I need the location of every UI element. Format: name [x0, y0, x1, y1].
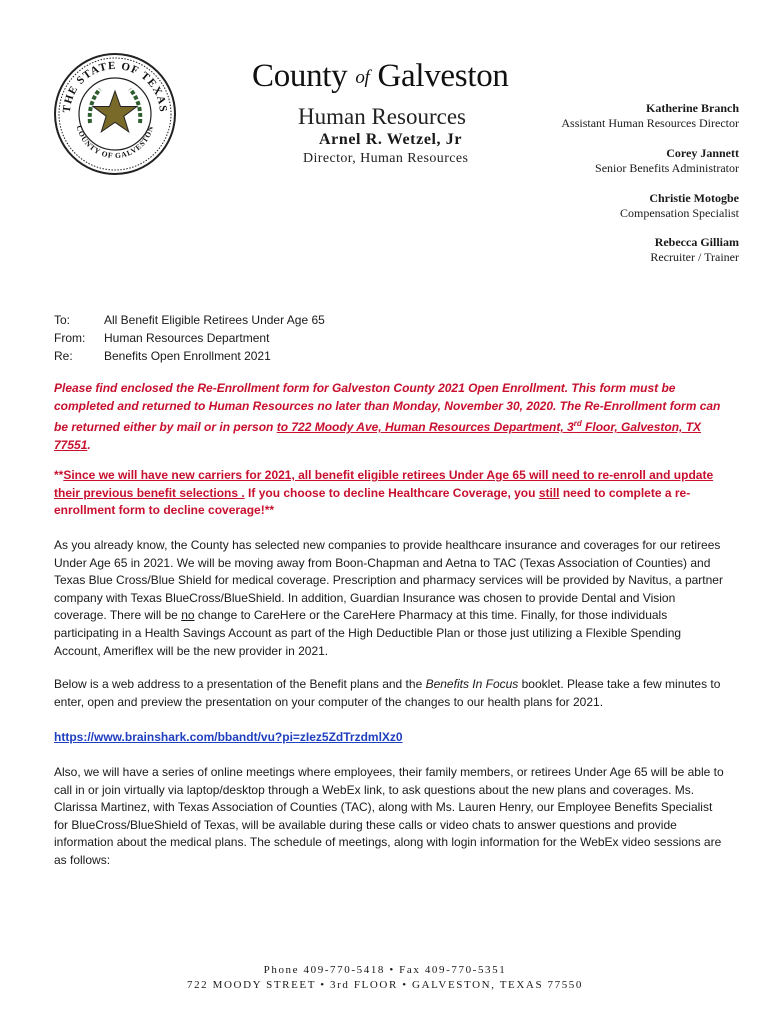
- department-name: Human Resources: [298, 104, 466, 129]
- seal-text-bottom: COUNTY OF GALVESTON: [74, 124, 156, 161]
- p1-address-a: to 722 Moody Ave, Human Resources Department, 3: [276, 420, 574, 435]
- p1-end: .: [87, 437, 91, 452]
- footer-contact: Phone 409-770-5418 • Fax 409-770-5351: [263, 964, 507, 976]
- title-of: of: [355, 67, 370, 88]
- p3-text-b: change to CareHere or the CareHere Pharmacy at this time. Finally, for those individuals participating in a Health Savings Account as part of the High Deductible Plan or those just utilizing a Flexible Spending Account, Ameriflex will be the new provider in 2021.: [54, 608, 682, 658]
- staff-name: Christie Motogbe: [649, 191, 739, 205]
- staff-title: Compensation Specialist: [620, 206, 739, 220]
- p1-sup: rd: [573, 419, 582, 429]
- title-county: County: [252, 58, 348, 94]
- presentation-paragraph: [54, 676, 726, 711]
- presentation-link[interactable]: https://www.brainshark.com/bbandt/vu?pi=zIez5ZdTrzdmlXz0: [54, 730, 403, 744]
- director-title: Director, Human Resources: [303, 151, 469, 166]
- memo-from-label: From:: [54, 331, 86, 345]
- memo-to-value: All Benefit Eligible Retirees Under Age 65: [104, 313, 325, 327]
- staff-title: Senior Benefits Administrator: [595, 161, 739, 175]
- staff-entry: [561, 101, 739, 131]
- enrollment-notice: [54, 380, 726, 454]
- memo-re-label: Re:: [54, 349, 73, 363]
- director-name: Arnel R. Wetzel, Jr: [319, 131, 463, 148]
- p2-end: need to complete a re-enrollment form to decline coverage!**: [54, 485, 691, 518]
- carriers-paragraph: [54, 537, 726, 660]
- staff-entry: [595, 146, 739, 176]
- p4-booklet: Benefits In Focus: [425, 677, 519, 691]
- staff-name: Corey Jannett: [666, 146, 739, 160]
- p2-stars: **: [54, 468, 64, 482]
- p1-text: Please find enclosed the Re-Enrollment form for Galveston County 2021 Open Enrollment. This form must be completed and returned to Human Resources no later than Monday, November 30, 2020. The Re-Enrollment form can be returned either by mail or in person: [54, 381, 721, 435]
- p4-text-b: booklet. Please take a few minutes to enter, open and preview the presentation on your computer of the changes to our health plans for 2021.: [54, 677, 721, 709]
- p4-text-a: Below is a web address to a presentation of the Benefit plans and the: [54, 677, 426, 691]
- staff-name: Rebecca Gilliam: [654, 235, 739, 249]
- staff-title: Recruiter / Trainer: [650, 250, 739, 264]
- seal-text-top: THE STATE OF TEXAS: [60, 59, 170, 114]
- re-enroll-notice: [54, 467, 726, 520]
- staff-entry: [620, 191, 739, 221]
- footer-address: 722 MOODY STREET • 3rd FLOOR • GALVESTON, TEXAS 77550: [186, 979, 584, 991]
- county-seal: [54, 53, 176, 175]
- p3-text-a: As you already know, the County has selected new companies to provide healthcare insurance and coverages for our retirees Under Age 65 in 2021. We will be moving away from Boon-Chapman and Aetna to TAC (Texas Association of Counties) and Texas Blue Cross/Blue Shield for medical coverage. Prescription and pharmacy services will be provided by Navitus, a partner company with Texas BlueCross/BlueShield. In addition, Guardian Insurance was chosen to provide Dental and Vision coverage. There will be: [54, 538, 723, 623]
- title-galveston: Galveston: [377, 58, 509, 94]
- memo-from-value: Human Resources Department: [104, 331, 270, 345]
- p3-no: no: [181, 608, 195, 623]
- staff-entry: [650, 235, 739, 265]
- staff-name: Katherine Branch: [646, 101, 739, 115]
- p2-text: If you choose to decline Healthcare Coverage, you: [244, 485, 539, 500]
- letterhead-title: [252, 58, 509, 95]
- meetings-paragraph: Also, we will have a series of online meetings where employees, their family members, or retirees Under Age 65 will be able to call in or join virtually via laptop/desktop through a WebEx link, to ask questions about the new plans and coverages. Ms. Clarissa Martinez, with Texas Association of Counties (TAC), along with Ms. Lauren Henry, our Employee Benefits Specialist for BlueCross/BlueShield of Texas, will be available during these calls or video chats to answer questions and provide information about the medical plans. The schedule of meetings, along with login information for the WebEx video sessions are as follows:: [54, 765, 724, 867]
- memo-to-label: To:: [54, 313, 71, 327]
- memo-re-value: Benefits Open Enrollment 2021: [104, 349, 271, 363]
- p2-still: still: [538, 485, 560, 500]
- memo-header: [54, 311, 325, 365]
- p2-underlined: Since we will have new carriers for 2021, all benefit eligible retirees Under Age 65 will need to re-enroll and update their previous benefit selections .: [54, 468, 714, 500]
- p1-address-b: Floor, Galveston, TX 77551: [54, 420, 702, 452]
- staff-title: Assistant Human Resources Director: [561, 116, 739, 130]
